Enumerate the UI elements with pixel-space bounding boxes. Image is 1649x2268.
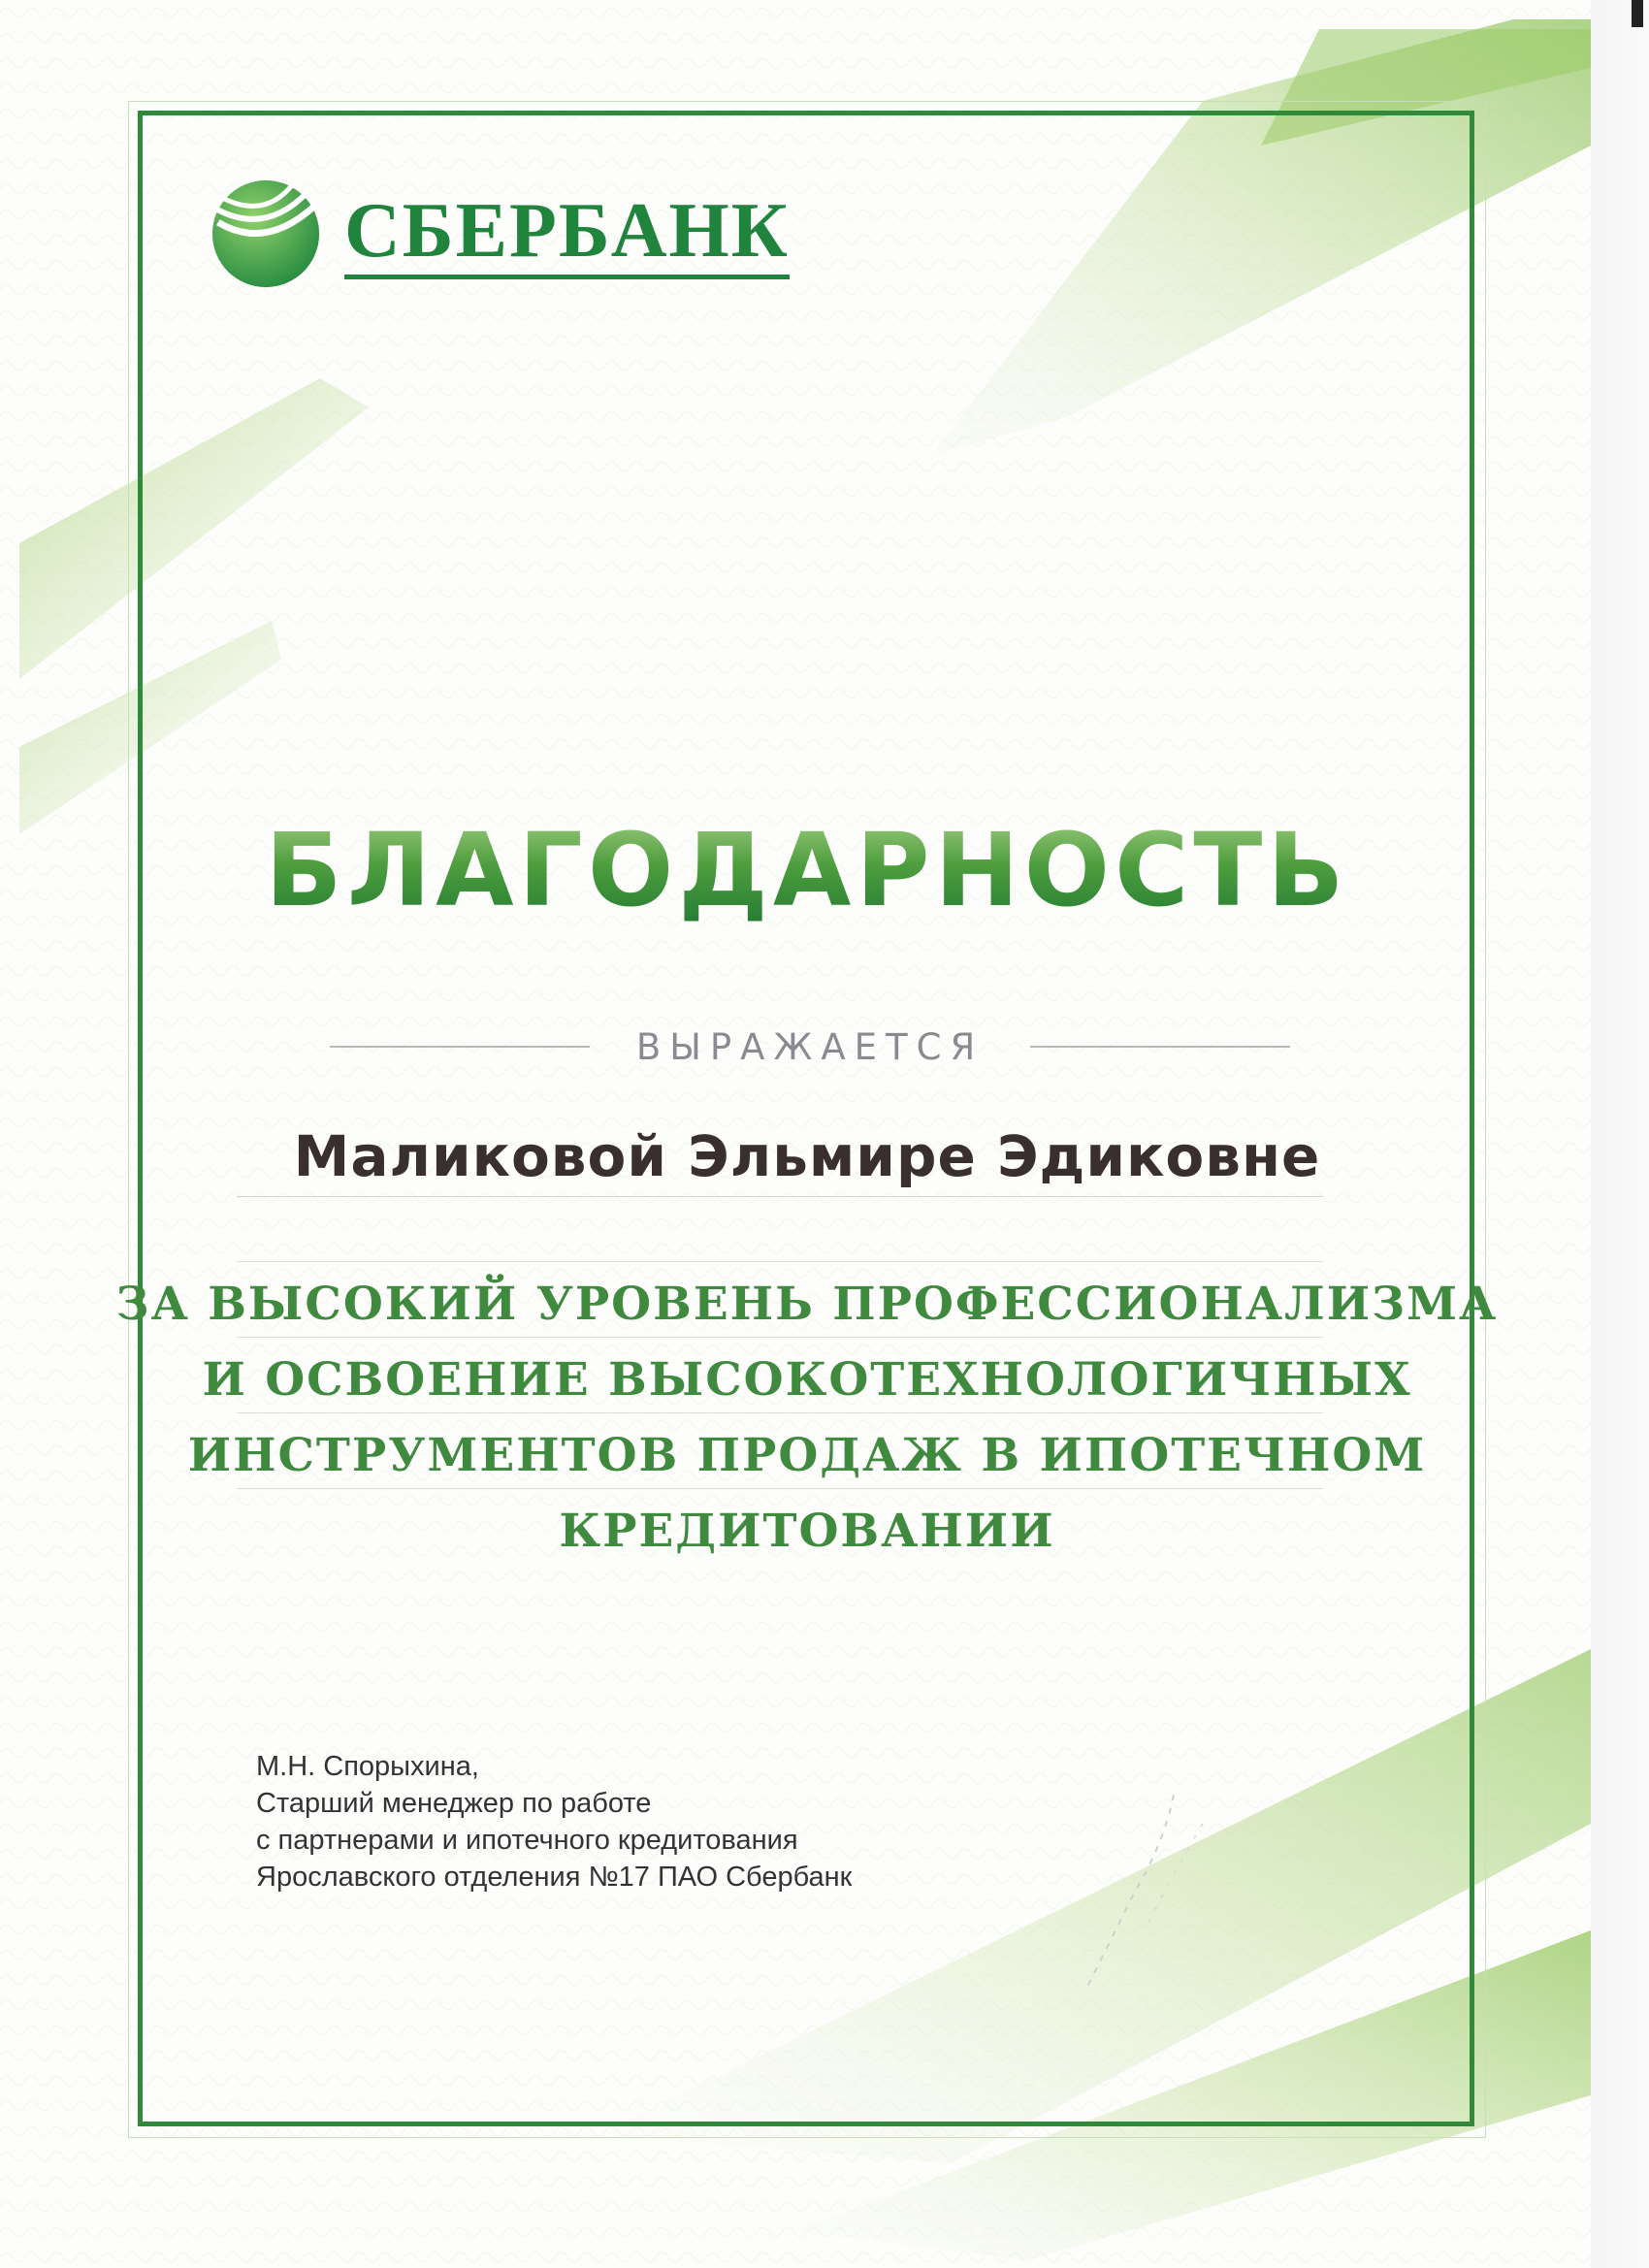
divider-left — [330, 1046, 590, 1048]
reason-line: КРЕДИТОВАНИИ — [559, 1505, 1055, 1558]
handwritten-signature — [1028, 1766, 1261, 2057]
certificate-title: БЛАГОДАРНОСТЬ — [0, 811, 1614, 929]
expressed-row — [330, 1022, 1290, 1071]
signer-department: Ярославского отделения №17 ПАО Сбербанк — [256, 1862, 853, 1893]
reason-line: ЗА ВЫСОКИЙ УРОВЕНЬ ПРОФЕССИОНАЛИЗМА — [115, 1278, 1499, 1331]
recipient-underline — [237, 1196, 1323, 1197]
sberbank-wordmark: СБЕРБАНК — [344, 189, 790, 279]
recipient-name: Маликовой Эльмире Эдиковне — [293, 1123, 1321, 1189]
expressed-label: ВЫРАЖАЕТСЯ — [635, 1025, 985, 1068]
reason-line: ИНСТРУМЕНТОВ ПРОДАЖ В ИПОТЕЧНОМ — [187, 1429, 1427, 1482]
signer-title: с партнерами и ипотечного кредитования — [256, 1825, 798, 1856]
reason-line: И ОСВОЕНИЕ ВЫСОКОТЕХНОЛОГИЧНЫХ — [202, 1353, 1412, 1407]
reason-text — [0, 1267, 1614, 1570]
divider-right — [1030, 1046, 1290, 1048]
reason-rule — [237, 1261, 1323, 1262]
signer-name: М.Н. Спорыхина, — [256, 1751, 479, 1782]
scan-mark — [1632, 0, 1643, 27]
sberbank-logo-icon — [209, 177, 323, 291]
signer-title: Старший менеджер по работе — [256, 1788, 652, 1819]
sberbank-logo — [209, 177, 790, 291]
signer-block — [256, 1748, 852, 1895]
